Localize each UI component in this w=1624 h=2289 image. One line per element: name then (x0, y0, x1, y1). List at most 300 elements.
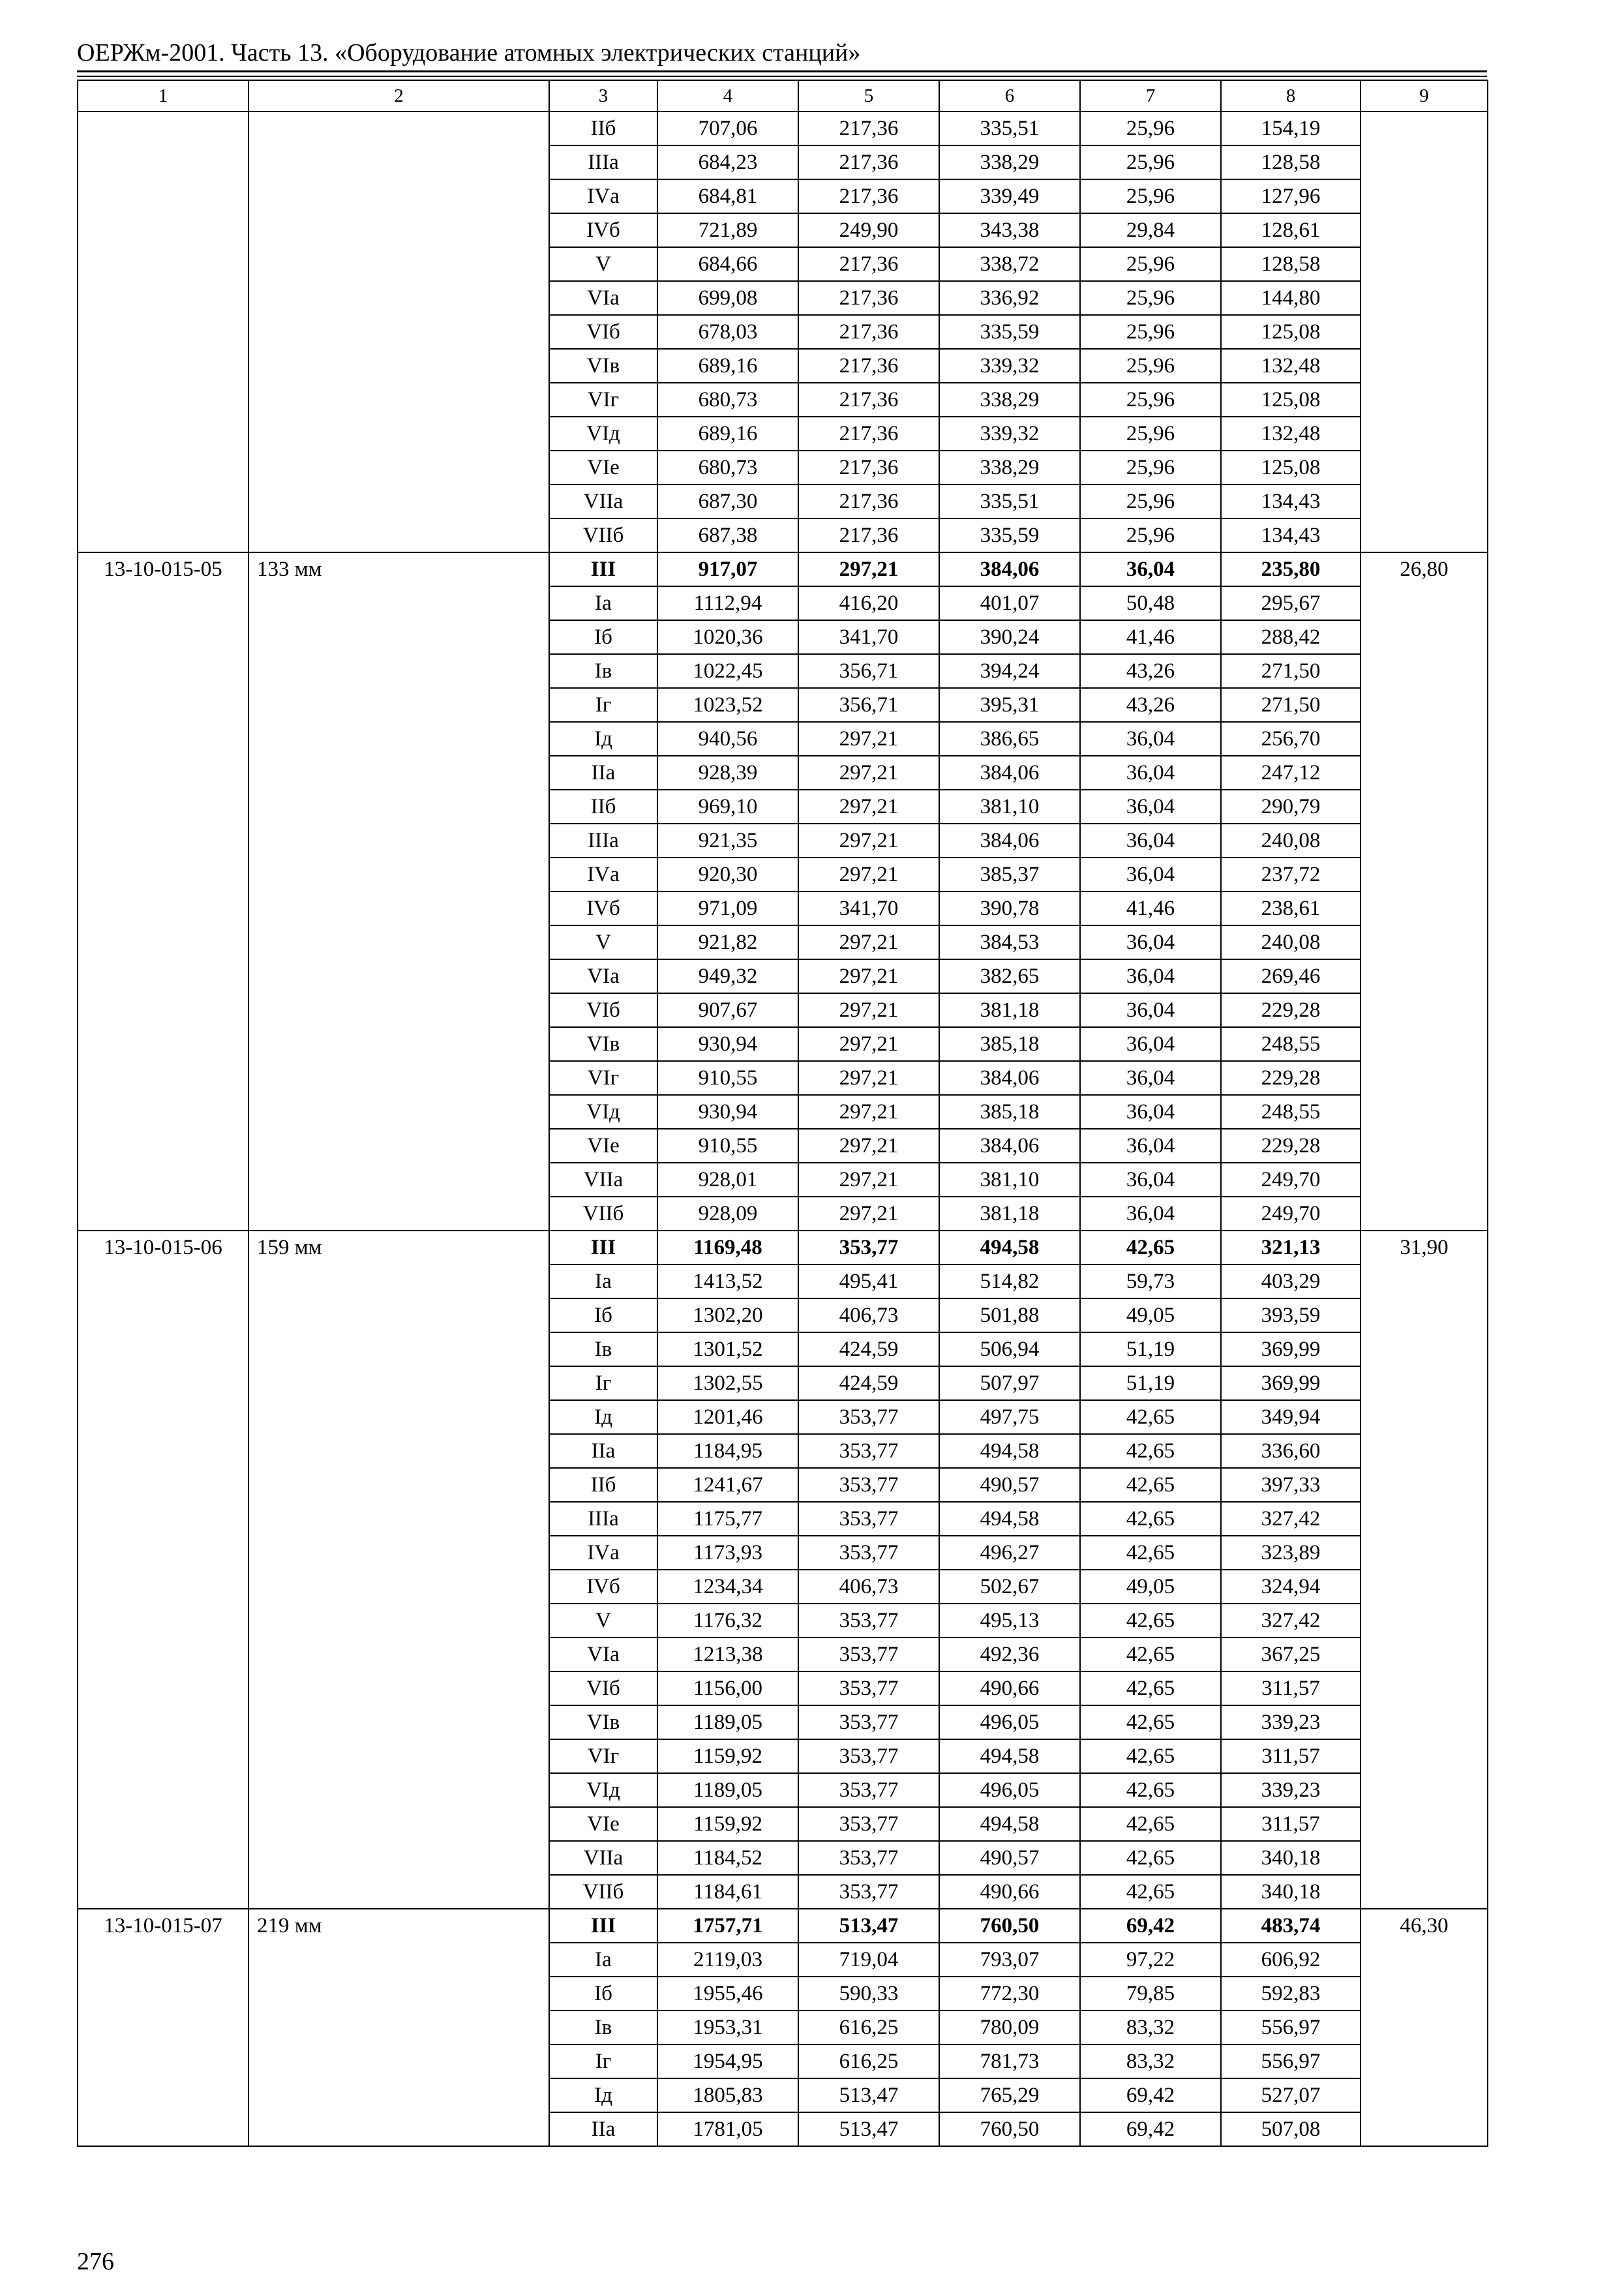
value-cell-c5: 217,36 (798, 451, 939, 485)
col9-value-cell: 46,30 (1361, 1909, 1488, 2146)
value-cell-c7: 51,19 (1080, 1332, 1221, 1366)
zone-cell: IVа (549, 1536, 657, 1570)
value-cell-c7: 36,04 (1080, 1163, 1221, 1197)
value-cell-c5: 217,36 (798, 485, 939, 518)
zone-cell: Iг (549, 688, 657, 722)
pipe-diameter-cell: 133 мм (248, 552, 549, 1231)
value-cell-c7: 25,96 (1080, 281, 1221, 315)
value-cell-c7: 42,65 (1080, 1536, 1221, 1570)
pipe-diameter-cell (248, 112, 549, 552)
value-cell-c7: 41,46 (1080, 620, 1221, 654)
zone-cell: VIд (549, 417, 657, 451)
value-cell-c4: 699,08 (657, 281, 798, 315)
value-cell-c6: 385,18 (939, 1027, 1080, 1061)
value-cell-c8: 132,48 (1221, 417, 1361, 451)
value-cell-c4: 930,94 (657, 1095, 798, 1129)
value-cell-c7: 36,04 (1080, 824, 1221, 858)
table-row (78, 1909, 1488, 1943)
zone-cell: VIб (549, 315, 657, 349)
value-cell-c5: 217,36 (798, 145, 939, 179)
value-cell-c6: 494,58 (939, 1231, 1080, 1264)
value-cell-c7: 42,65 (1080, 1400, 1221, 1434)
column-number-cell: 1 (78, 80, 248, 112)
column-number-cell: 8 (1221, 80, 1361, 112)
zone-cell: IVб (549, 891, 657, 925)
value-cell-c4: 1184,95 (657, 1434, 798, 1468)
value-cell-c7: 29,84 (1080, 213, 1221, 247)
value-cell-c5: 353,77 (798, 1739, 939, 1773)
value-cell-c5: 217,36 (798, 247, 939, 281)
value-cell-c7: 25,96 (1080, 349, 1221, 383)
value-cell-c8: 397,33 (1221, 1468, 1361, 1502)
value-cell-c7: 43,26 (1080, 654, 1221, 688)
value-cell-c6: 506,94 (939, 1332, 1080, 1366)
value-cell-c4: 1234,34 (657, 1570, 798, 1604)
value-cell-c6: 381,18 (939, 993, 1080, 1027)
value-cell-c7: 42,65 (1080, 1468, 1221, 1502)
value-cell-c6: 381,10 (939, 790, 1080, 824)
page-header-title: ОЕРЖм-2001. Часть 13. «Оборудование атомных электрических станций» (77, 39, 861, 67)
value-cell-c5: 217,36 (798, 417, 939, 451)
zone-cell: VIд (549, 1095, 657, 1129)
value-cell-c5: 297,21 (798, 993, 939, 1027)
value-cell-c6: 502,67 (939, 1570, 1080, 1604)
value-cell-c6: 514,82 (939, 1264, 1080, 1298)
value-cell-c7: 36,04 (1080, 993, 1221, 1027)
value-cell-c6: 384,53 (939, 925, 1080, 959)
value-cell-c5: 353,77 (798, 1773, 939, 1807)
value-cell-c8: 288,42 (1221, 620, 1361, 654)
value-cell-c7: 42,65 (1080, 1671, 1221, 1705)
value-cell-c5: 353,77 (798, 1841, 939, 1875)
value-cell-c8: 483,74 (1221, 1909, 1361, 1943)
value-cell-c6: 384,06 (939, 1129, 1080, 1163)
value-cell-c8: 269,46 (1221, 959, 1361, 993)
value-cell-c5: 353,77 (798, 1638, 939, 1671)
value-cell-c7: 49,05 (1080, 1298, 1221, 1332)
zone-cell: IIIа (549, 824, 657, 858)
column-number-cell: 2 (248, 80, 549, 112)
value-cell-c8: 327,42 (1221, 1502, 1361, 1536)
value-cell-c8: 154,19 (1221, 112, 1361, 145)
value-cell-c4: 1201,46 (657, 1400, 798, 1434)
value-cell-c4: 689,16 (657, 349, 798, 383)
value-cell-c4: 1189,05 (657, 1773, 798, 1807)
column-number-cell: 7 (1080, 80, 1221, 112)
value-cell-c8: 507,08 (1221, 2112, 1361, 2146)
value-cell-c4: 1159,92 (657, 1739, 798, 1773)
value-cell-c8: 235,80 (1221, 552, 1361, 586)
value-cell-c8: 527,07 (1221, 2078, 1361, 2112)
zone-cell: VIIа (549, 485, 657, 518)
value-cell-c6: 760,50 (939, 2112, 1080, 2146)
value-cell-c4: 928,39 (657, 756, 798, 790)
value-cell-c4: 1176,32 (657, 1604, 798, 1638)
column-number-cell: 3 (549, 80, 657, 112)
value-cell-c5: 353,77 (798, 1705, 939, 1739)
value-cell-c4: 969,10 (657, 790, 798, 824)
value-cell-c7: 36,04 (1080, 790, 1221, 824)
value-cell-c8: 556,97 (1221, 2044, 1361, 2078)
value-cell-c6: 490,57 (939, 1841, 1080, 1875)
value-cell-c4: 1301,52 (657, 1332, 798, 1366)
zone-cell: VIIб (549, 518, 657, 552)
column-number-cell: 4 (657, 80, 798, 112)
value-cell-c7: 83,32 (1080, 2011, 1221, 2044)
value-cell-c7: 42,65 (1080, 1773, 1221, 1807)
value-cell-c6: 339,32 (939, 349, 1080, 383)
value-cell-c4: 721,89 (657, 213, 798, 247)
value-cell-c5: 297,21 (798, 790, 939, 824)
value-cell-c7: 36,04 (1080, 959, 1221, 993)
value-cell-c4: 1184,52 (657, 1841, 798, 1875)
value-cell-c4: 684,23 (657, 145, 798, 179)
value-cell-c4: 910,55 (657, 1061, 798, 1095)
value-cell-c4: 1302,55 (657, 1366, 798, 1400)
value-cell-c6: 390,78 (939, 891, 1080, 925)
value-cell-c5: 217,36 (798, 349, 939, 383)
value-cell-c5: 217,36 (798, 518, 939, 552)
value-cell-c8: 134,43 (1221, 485, 1361, 518)
zone-cell: Iб (549, 620, 657, 654)
value-cell-c5: 217,36 (798, 383, 939, 417)
value-cell-c7: 69,42 (1080, 2078, 1221, 2112)
value-cell-c5: 297,21 (798, 858, 939, 891)
value-cell-c8: 125,08 (1221, 451, 1361, 485)
rates-table-wrapper (77, 80, 1487, 2147)
value-cell-c7: 41,46 (1080, 891, 1221, 925)
value-cell-c6: 494,58 (939, 1434, 1080, 1468)
value-cell-c5: 297,21 (798, 959, 939, 993)
value-cell-c6: 381,10 (939, 1163, 1080, 1197)
zone-cell: VIг (549, 1061, 657, 1095)
table-row (78, 1231, 1488, 1264)
rates-table (77, 80, 1488, 2147)
value-cell-c7: 25,96 (1080, 383, 1221, 417)
zone-cell: VIе (549, 1807, 657, 1841)
value-cell-c5: 616,25 (798, 2044, 939, 2078)
zone-cell: Iб (549, 1298, 657, 1332)
value-cell-c5: 406,73 (798, 1570, 939, 1604)
value-cell-c5: 297,21 (798, 722, 939, 756)
value-cell-c6: 781,73 (939, 2044, 1080, 2078)
value-cell-c8: 339,23 (1221, 1705, 1361, 1739)
value-cell-c6: 490,66 (939, 1875, 1080, 1909)
value-cell-c5: 297,21 (798, 1197, 939, 1231)
value-cell-c4: 971,09 (657, 891, 798, 925)
value-cell-c4: 910,55 (657, 1129, 798, 1163)
value-cell-c5: 297,21 (798, 925, 939, 959)
zone-cell: III (549, 1231, 657, 1264)
zone-cell: IIа (549, 1434, 657, 1468)
zone-cell: Iв (549, 1332, 657, 1366)
zone-cell: VIIб (549, 1875, 657, 1909)
value-cell-c5: 297,21 (798, 824, 939, 858)
value-cell-c6: 386,65 (939, 722, 1080, 756)
value-cell-c7: 25,96 (1080, 485, 1221, 518)
value-cell-c6: 780,09 (939, 2011, 1080, 2044)
value-cell-c8: 237,72 (1221, 858, 1361, 891)
value-cell-c7: 42,65 (1080, 1231, 1221, 1264)
rate-code-cell: 13-10-015-07 (78, 1909, 248, 2146)
value-cell-c5: 353,77 (798, 1400, 939, 1434)
value-cell-c6: 494,58 (939, 1502, 1080, 1536)
zone-cell: IVа (549, 858, 657, 891)
column-number-row (78, 80, 1488, 112)
rate-code-cell: 13-10-015-06 (78, 1231, 248, 1909)
value-cell-c5: 495,41 (798, 1264, 939, 1298)
zone-cell: VIд (549, 1773, 657, 1807)
value-cell-c4: 1020,36 (657, 620, 798, 654)
value-cell-c8: 247,12 (1221, 756, 1361, 790)
value-cell-c7: 42,65 (1080, 1604, 1221, 1638)
zone-cell: IVа (549, 179, 657, 213)
value-cell-c7: 36,04 (1080, 925, 1221, 959)
value-cell-c5: 616,25 (798, 2011, 939, 2044)
value-cell-c7: 42,65 (1080, 1638, 1221, 1671)
value-cell-c4: 1169,48 (657, 1231, 798, 1264)
value-cell-c6: 339,32 (939, 417, 1080, 451)
value-cell-c4: 920,30 (657, 858, 798, 891)
value-cell-c7: 42,65 (1080, 1705, 1221, 1739)
value-cell-c5: 424,59 (798, 1366, 939, 1400)
value-cell-c8: 229,28 (1221, 1129, 1361, 1163)
value-cell-c4: 1022,45 (657, 654, 798, 688)
value-cell-c4: 689,16 (657, 417, 798, 451)
value-cell-c7: 36,04 (1080, 722, 1221, 756)
value-cell-c4: 1302,20 (657, 1298, 798, 1332)
value-cell-c4: 1184,61 (657, 1875, 798, 1909)
zone-cell: VIг (549, 1739, 657, 1773)
zone-cell: VIв (549, 1027, 657, 1061)
value-cell-c5: 513,47 (798, 1909, 939, 1943)
value-cell-c5: 353,77 (798, 1604, 939, 1638)
zone-cell: IIб (549, 1468, 657, 1502)
value-cell-c8: 393,59 (1221, 1298, 1361, 1332)
zone-cell: Iд (549, 2078, 657, 2112)
value-cell-c7: 59,73 (1080, 1264, 1221, 1298)
col9-value-cell: 31,90 (1361, 1231, 1488, 1909)
column-number-cell: 9 (1361, 80, 1488, 112)
value-cell-c5: 249,90 (798, 213, 939, 247)
zone-cell: VIа (549, 1638, 657, 1671)
value-cell-c8: 127,96 (1221, 179, 1361, 213)
value-cell-c8: 271,50 (1221, 688, 1361, 722)
value-cell-c4: 1805,83 (657, 2078, 798, 2112)
value-cell-c8: 367,25 (1221, 1638, 1361, 1671)
value-cell-c7: 83,32 (1080, 2044, 1221, 2078)
value-cell-c6: 384,06 (939, 824, 1080, 858)
header-rule-top (77, 70, 1487, 72)
value-cell-c8: 132,48 (1221, 349, 1361, 383)
value-cell-c5: 217,36 (798, 179, 939, 213)
value-cell-c7: 51,19 (1080, 1366, 1221, 1400)
zone-cell: VIб (549, 1671, 657, 1705)
value-cell-c8: 249,70 (1221, 1163, 1361, 1197)
value-cell-c4: 1241,67 (657, 1468, 798, 1502)
value-cell-c8: 311,57 (1221, 1671, 1361, 1705)
value-cell-c8: 249,70 (1221, 1197, 1361, 1231)
pipe-diameter-cell: 159 мм (248, 1231, 549, 1909)
pipe-diameter-cell: 219 мм (248, 1909, 549, 2146)
value-cell-c5: 424,59 (798, 1332, 939, 1366)
value-cell-c6: 343,38 (939, 213, 1080, 247)
value-cell-c6: 496,05 (939, 1773, 1080, 1807)
zone-cell: IIIа (549, 145, 657, 179)
value-cell-c4: 1159,92 (657, 1807, 798, 1841)
value-cell-c7: 42,65 (1080, 1502, 1221, 1536)
zone-cell: Iд (549, 1400, 657, 1434)
zone-cell: VIв (549, 349, 657, 383)
zone-cell: IIа (549, 756, 657, 790)
zone-cell: IIIа (549, 1502, 657, 1536)
zone-cell: IIб (549, 790, 657, 824)
table-body (78, 80, 1488, 2146)
value-cell-c7: 69,42 (1080, 1909, 1221, 1943)
zone-cell: VIа (549, 281, 657, 315)
value-cell-c8: 295,67 (1221, 586, 1361, 620)
value-cell-c8: 248,55 (1221, 1027, 1361, 1061)
value-cell-c8: 248,55 (1221, 1095, 1361, 1129)
value-cell-c8: 403,29 (1221, 1264, 1361, 1298)
value-cell-c4: 687,38 (657, 518, 798, 552)
zone-cell: Iв (549, 2011, 657, 2044)
value-cell-c7: 42,65 (1080, 1841, 1221, 1875)
value-cell-c6: 336,92 (939, 281, 1080, 315)
value-cell-c6: 492,36 (939, 1638, 1080, 1671)
zone-cell: Iг (549, 2044, 657, 2078)
value-cell-c6: 490,66 (939, 1671, 1080, 1705)
value-cell-c7: 97,22 (1080, 1943, 1221, 1977)
value-cell-c6: 390,24 (939, 620, 1080, 654)
zone-cell: VIIб (549, 1197, 657, 1231)
value-cell-c6: 385,37 (939, 858, 1080, 891)
value-cell-c4: 1023,52 (657, 688, 798, 722)
value-cell-c5: 297,21 (798, 552, 939, 586)
value-cell-c6: 494,58 (939, 1807, 1080, 1841)
table-row (78, 552, 1488, 586)
value-cell-c6: 497,75 (939, 1400, 1080, 1434)
value-cell-c5: 297,21 (798, 1095, 939, 1129)
value-cell-c7: 25,96 (1080, 145, 1221, 179)
value-cell-c5: 341,70 (798, 891, 939, 925)
value-cell-c5: 353,77 (798, 1807, 939, 1841)
value-cell-c4: 680,73 (657, 451, 798, 485)
value-cell-c6: 385,18 (939, 1095, 1080, 1129)
value-cell-c8: 592,83 (1221, 1977, 1361, 2011)
zone-cell: V (549, 1604, 657, 1638)
table-row (78, 112, 1488, 145)
zone-cell: Iб (549, 1977, 657, 2011)
value-cell-c8: 340,18 (1221, 1875, 1361, 1909)
value-cell-c8: 229,28 (1221, 993, 1361, 1027)
value-cell-c6: 394,24 (939, 654, 1080, 688)
value-cell-c6: 338,29 (939, 145, 1080, 179)
value-cell-c4: 917,07 (657, 552, 798, 586)
value-cell-c7: 42,65 (1080, 1875, 1221, 1909)
value-cell-c5: 356,71 (798, 654, 939, 688)
value-cell-c7: 25,96 (1080, 315, 1221, 349)
value-cell-c4: 2119,03 (657, 1943, 798, 1977)
value-cell-c4: 940,56 (657, 722, 798, 756)
value-cell-c7: 36,04 (1080, 756, 1221, 790)
value-cell-c4: 1213,38 (657, 1638, 798, 1671)
value-cell-c7: 25,96 (1080, 247, 1221, 281)
value-cell-c8: 256,70 (1221, 722, 1361, 756)
zone-cell: Iв (549, 654, 657, 688)
rate-code-cell: 13-10-015-05 (78, 552, 248, 1231)
value-cell-c4: 1953,31 (657, 2011, 798, 2044)
value-cell-c4: 707,06 (657, 112, 798, 145)
value-cell-c7: 36,04 (1080, 858, 1221, 891)
value-cell-c6: 760,50 (939, 1909, 1080, 1943)
value-cell-c5: 353,77 (798, 1468, 939, 1502)
value-cell-c4: 1173,93 (657, 1536, 798, 1570)
value-cell-c7: 43,26 (1080, 688, 1221, 722)
header-rule-bottom (77, 76, 1487, 77)
zone-cell: IIб (549, 112, 657, 145)
value-cell-c5: 513,47 (798, 2112, 939, 2146)
value-cell-c6: 490,57 (939, 1468, 1080, 1502)
zone-cell: Iа (549, 1264, 657, 1298)
value-cell-c4: 928,09 (657, 1197, 798, 1231)
value-cell-c5: 217,36 (798, 112, 939, 145)
zone-cell: Iд (549, 722, 657, 756)
value-cell-c4: 921,35 (657, 824, 798, 858)
rate-code-cell (78, 112, 248, 552)
value-cell-c7: 69,42 (1080, 2112, 1221, 2146)
value-cell-c4: 1413,52 (657, 1264, 798, 1298)
value-cell-c7: 25,96 (1080, 179, 1221, 213)
value-cell-c5: 297,21 (798, 1027, 939, 1061)
value-cell-c8: 271,50 (1221, 654, 1361, 688)
value-cell-c6: 501,88 (939, 1298, 1080, 1332)
value-cell-c7: 25,96 (1080, 112, 1221, 145)
value-cell-c8: 369,99 (1221, 1366, 1361, 1400)
value-cell-c8: 606,92 (1221, 1943, 1361, 1977)
value-cell-c7: 36,04 (1080, 1061, 1221, 1095)
value-cell-c7: 36,04 (1080, 1197, 1221, 1231)
value-cell-c8: 339,23 (1221, 1773, 1361, 1807)
value-cell-c5: 341,70 (798, 620, 939, 654)
value-cell-c5: 513,47 (798, 2078, 939, 2112)
zone-cell: VIа (549, 959, 657, 993)
value-cell-c8: 134,43 (1221, 518, 1361, 552)
zone-cell: VIIа (549, 1841, 657, 1875)
value-cell-c6: 338,72 (939, 247, 1080, 281)
value-cell-c6: 338,29 (939, 451, 1080, 485)
zone-cell: VIб (549, 993, 657, 1027)
zone-cell: III (549, 1909, 657, 1943)
value-cell-c8: 290,79 (1221, 790, 1361, 824)
value-cell-c6: 494,58 (939, 1739, 1080, 1773)
value-cell-c4: 907,67 (657, 993, 798, 1027)
value-cell-c4: 684,66 (657, 247, 798, 281)
value-cell-c4: 921,82 (657, 925, 798, 959)
zone-cell: VIе (549, 1129, 657, 1163)
value-cell-c7: 42,65 (1080, 1739, 1221, 1773)
zone-cell: Iа (549, 586, 657, 620)
zone-cell: VIг (549, 383, 657, 417)
value-cell-c5: 353,77 (798, 1231, 939, 1264)
value-cell-c8: 128,58 (1221, 145, 1361, 179)
zone-cell: VIв (549, 1705, 657, 1739)
value-cell-c6: 339,49 (939, 179, 1080, 213)
value-cell-c5: 590,33 (798, 1977, 939, 2011)
value-cell-c8: 340,18 (1221, 1841, 1361, 1875)
value-cell-c4: 1156,00 (657, 1671, 798, 1705)
value-cell-c7: 25,96 (1080, 518, 1221, 552)
